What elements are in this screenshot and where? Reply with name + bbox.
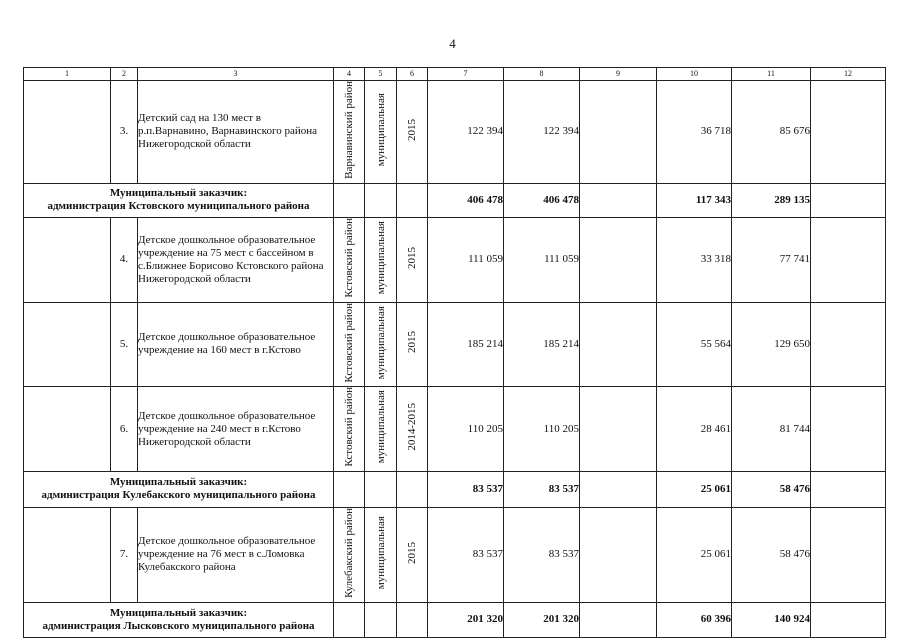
- year-cell: [397, 302, 428, 387]
- empty-cell: [24, 507, 111, 602]
- year-cell-text: 2015: [406, 331, 418, 354]
- value-col8: 122 394: [504, 81, 580, 184]
- ownership-cell-text: муниципальная: [374, 93, 387, 167]
- empty-cell: [397, 471, 428, 507]
- ownership-cell-text: муниципальная: [374, 390, 387, 464]
- object-name: Детское дошкольное образовательное учреждение на 160 мест в г.Кстово: [138, 302, 334, 387]
- column-number: 12: [811, 68, 886, 81]
- total-col9: [580, 602, 657, 637]
- group-total-row: [24, 183, 886, 217]
- value-col12: [811, 387, 886, 472]
- total-col7: 406 478: [428, 183, 504, 217]
- year-cell-text: 2015: [406, 118, 418, 141]
- value-col8: 83 537: [504, 507, 580, 602]
- value-col9: [580, 387, 657, 472]
- total-col9: [580, 183, 657, 217]
- total-col8: 406 478: [504, 183, 580, 217]
- item-number: 5.: [111, 302, 138, 387]
- group-customer-name: администрация Кстовского муниципального района: [47, 200, 310, 213]
- value-col8: 185 214: [504, 302, 580, 387]
- year-cell: [397, 81, 428, 184]
- column-number: 10: [657, 68, 732, 81]
- ownership-cell: [365, 217, 397, 302]
- column-number: 4: [334, 68, 365, 81]
- empty-cell: [397, 183, 428, 217]
- group-customer-name: администрация Кулебакского муниципального района: [41, 489, 316, 502]
- object-name: Детское дошкольное образовательное учреждение на 76 мест в с.Ломовка Кулебакского района: [138, 507, 334, 602]
- table-row: [24, 302, 886, 387]
- column-number: 5: [365, 68, 397, 81]
- column-number: 6: [397, 68, 428, 81]
- total-col12: [811, 471, 886, 507]
- group-customer-name: администрация Лысковского муниципального района: [42, 619, 315, 632]
- column-number: 3: [138, 68, 334, 81]
- item-number: 4.: [111, 217, 138, 302]
- investment-table: [23, 67, 886, 638]
- empty-cell: [24, 217, 111, 302]
- group-total-row: [24, 602, 886, 637]
- table-row: [24, 217, 886, 302]
- column-number: 2: [111, 68, 138, 81]
- value-col11: 81 744: [732, 387, 811, 472]
- total-col7: 83 537: [428, 471, 504, 507]
- district-cell-text: Кстовский район: [343, 217, 355, 298]
- empty-cell: [365, 183, 397, 217]
- value-col10: 25 061: [657, 507, 732, 602]
- table-row: [24, 81, 886, 184]
- value-col9: [580, 217, 657, 302]
- empty-cell: [397, 602, 428, 637]
- value-col7: 185 214: [428, 302, 504, 387]
- year-cell: [397, 507, 428, 602]
- value-col12: [811, 302, 886, 387]
- total-col12: [811, 602, 886, 637]
- value-col10: 55 564: [657, 302, 732, 387]
- column-number: 1: [24, 68, 111, 81]
- value-col10: 28 461: [657, 387, 732, 472]
- district-cell: [334, 507, 365, 602]
- ownership-cell: [365, 507, 397, 602]
- empty-cell: [334, 183, 365, 217]
- object-name: Детское дошкольное образовательное учреждение на 75 мест с бассейном в с.Ближнее Борисово Кстовского района Нижегородской области: [138, 217, 334, 302]
- total-col11: 58 476: [732, 471, 811, 507]
- value-col7: 111 059: [428, 217, 504, 302]
- total-col10: 117 343: [657, 183, 732, 217]
- year-cell-text: 2015: [406, 541, 418, 564]
- value-col12: [811, 507, 886, 602]
- total-col10: 60 396: [657, 602, 732, 637]
- district-cell-text: Кстовский район: [343, 387, 355, 467]
- total-col12: [811, 183, 886, 217]
- empty-cell: [24, 302, 111, 387]
- ownership-cell: [365, 302, 397, 387]
- value-col7: 110 205: [428, 387, 504, 472]
- value-col9: [580, 302, 657, 387]
- item-number: 3.: [111, 81, 138, 184]
- value-col9: [580, 507, 657, 602]
- empty-cell: [334, 471, 365, 507]
- district-cell: [334, 217, 365, 302]
- value-col10: 36 718: [657, 81, 732, 184]
- value-col11: 85 676: [732, 81, 811, 184]
- value-col12: [811, 217, 886, 302]
- total-col8: 83 537: [504, 471, 580, 507]
- column-number-row: [24, 68, 886, 81]
- district-cell-text: Кулебакский район: [343, 507, 355, 598]
- total-col11: 289 135: [732, 183, 811, 217]
- year-cell-text: 2015: [406, 246, 418, 269]
- year-cell-text: 2014-2015: [406, 403, 418, 451]
- column-number: 11: [732, 68, 811, 81]
- ownership-cell: [365, 81, 397, 184]
- column-number: 8: [504, 68, 580, 81]
- value-col8: 111 059: [504, 217, 580, 302]
- object-name: Детский сад на 130 мест в р.п.Варнавино, Варнавинского района Нижегородской области: [138, 81, 334, 184]
- table-row: [24, 387, 886, 472]
- empty-cell: [24, 81, 111, 184]
- district-cell: [334, 387, 365, 472]
- object-name: Детское дошкольное образовательное учреждение на 240 мест в г.Кстово Нижегородской области: [138, 387, 334, 472]
- total-col9: [580, 471, 657, 507]
- year-cell: [397, 387, 428, 472]
- empty-cell: [365, 602, 397, 637]
- customer-group-cell: [24, 471, 334, 507]
- empty-cell: [365, 471, 397, 507]
- total-col8: 201 320: [504, 602, 580, 637]
- value-col11: 77 741: [732, 217, 811, 302]
- customer-group-cell: [24, 602, 334, 637]
- district-cell: [334, 302, 365, 387]
- column-number: 9: [580, 68, 657, 81]
- district-cell-text: Кстовский район: [343, 302, 355, 383]
- empty-cell: [24, 387, 111, 472]
- value-col12: [811, 81, 886, 184]
- group-title: Муниципальный заказчик:: [109, 187, 248, 200]
- ownership-cell-text: муниципальная: [374, 305, 387, 379]
- ownership-cell-text: муниципальная: [374, 221, 387, 295]
- district-cell-text: Варнавинский район: [343, 81, 355, 179]
- value-col11: 129 650: [732, 302, 811, 387]
- group-title: Муниципальный заказчик:: [109, 606, 248, 619]
- group-title: Муниципальный заказчик:: [109, 476, 248, 489]
- total-col11: 140 924: [732, 602, 811, 637]
- column-number: 7: [428, 68, 504, 81]
- page-number: 4: [449, 36, 456, 51]
- ownership-cell-text: муниципальная: [374, 516, 387, 590]
- item-number: 7.: [111, 507, 138, 602]
- year-cell: [397, 217, 428, 302]
- total-col10: 25 061: [657, 471, 732, 507]
- group-total-row: [24, 471, 886, 507]
- value-col8: 110 205: [504, 387, 580, 472]
- table-row: [24, 507, 886, 602]
- total-col7: 201 320: [428, 602, 504, 637]
- value-col10: 33 318: [657, 217, 732, 302]
- value-col7: 122 394: [428, 81, 504, 184]
- value-col9: [580, 81, 657, 184]
- item-number: 6.: [111, 387, 138, 472]
- district-cell: [334, 81, 365, 184]
- empty-cell: [334, 602, 365, 637]
- ownership-cell: [365, 387, 397, 472]
- value-col7: 83 537: [428, 507, 504, 602]
- value-col11: 58 476: [732, 507, 811, 602]
- customer-group-cell: [24, 183, 334, 217]
